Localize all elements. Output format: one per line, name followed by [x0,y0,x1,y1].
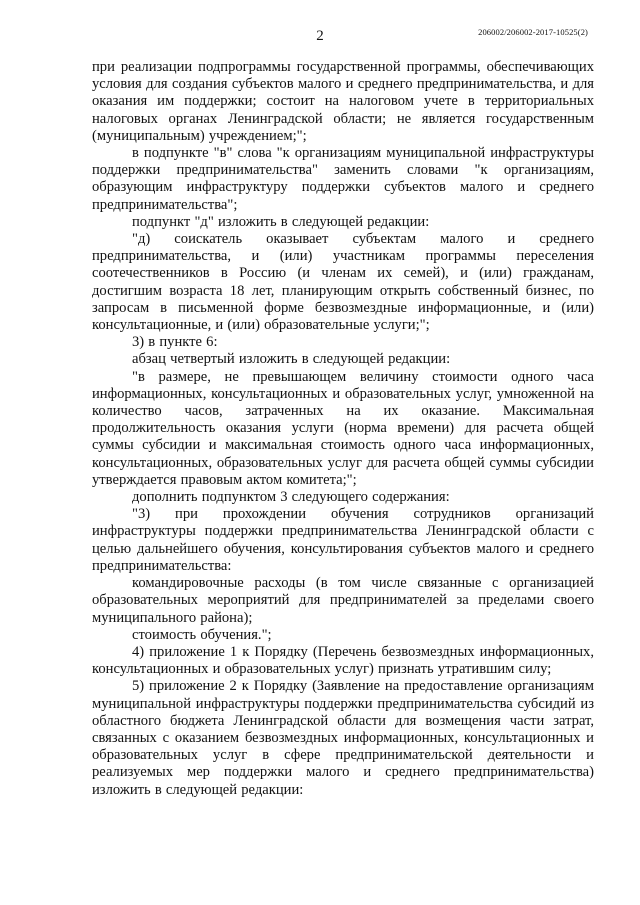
paragraph: подпункт "д" изложить в следующей редакции: [132,213,430,230]
document-id: 206002/206002-2017-10525(2) [478,27,588,37]
paragraph: "д) соискатель оказывает субъектам малого и среднего предпринимательства, и (или) участникам программы переселения соотечественников в Россию (и членам их семей), и (или) гражданам, достигшим возраста 18 лет, планирующим открыть собственный бизнес, по запросам в письменной форме безвозмездные информационные, и (или) консультационные, и (или) образовательные услуги;"; [92,231,594,334]
paragraph: при реализации подпрограммы государственной программы, обеспечивающих условия для создания субъектов малого и среднего предпринимательства, и для оказания им поддержки; состоит на налоговом учете в территориальных налоговых органах Ленинградской области; не является государственным (муниципальным) учреждением;"; [92,59,594,144]
paragraph: абзац четвертый изложить в следующей редакции: [132,351,451,368]
page-number: 2 [316,28,324,44]
paragraph: в подпункте "в" слова "к организациям муниципальной инфраструктуры поддержки предпринимательства" заменить словами "к организациям, образующим инфраструктуру поддержки субъектов малого и среднего предпринимательства"; [92,145,594,213]
document-body [92,59,594,799]
paragraph: командировочные расходы (в том числе связанные с организацией образовательных мероприятий для предпринимателей за пределами своего муниципального района); [92,575,594,626]
paragraph: стоимость обучения."; [132,626,272,643]
paragraph: "в размере, не превышающем величину стоимости одного часа информационных, консультационных и образовательных услуг, умноженной на количество часов, затраченных на их оказание. Максимальная продолжительность оказания услуги (норма времени) для расчета общей суммы субсидии и максимальная стоимость одного часа информационных, консультационных, образовательных услуг для расчета общей суммы субсидии утверждается правовым актом комитета;"; [92,368,594,488]
paragraph: 5) приложение 2 к Порядку (Заявление на предоставление организациям муниципальной инфраструктуры поддержки предпринимательства субсидий из областного бюджета Ленинградской области для возмещения части затрат, связанных с оказанием безвозмездных информационных, консультационных и образовательных услуг в сфере предпринимательской деятельности и реализуемых мер поддержки малого и среднего предпринимательства) изложить в следующей редакции: [92,678,594,798]
paragraph: дополнить подпунктом 3 следующего содержания: [132,489,450,506]
paragraph: 3) в пункте 6: [132,334,218,351]
paragraph: "3) при прохождении обучения сотрудников организаций инфраструктуры поддержки предпринимательства Ленинградской области с целью дальнейшего обучения, консультирования субъектов малого и среднего предпринимательства: [92,506,594,574]
paragraph: 4) приложение 1 к Порядку (Перечень безвозмездных информационных, консультационных и образовательных услуг) признать утратившим силу; [92,643,594,678]
